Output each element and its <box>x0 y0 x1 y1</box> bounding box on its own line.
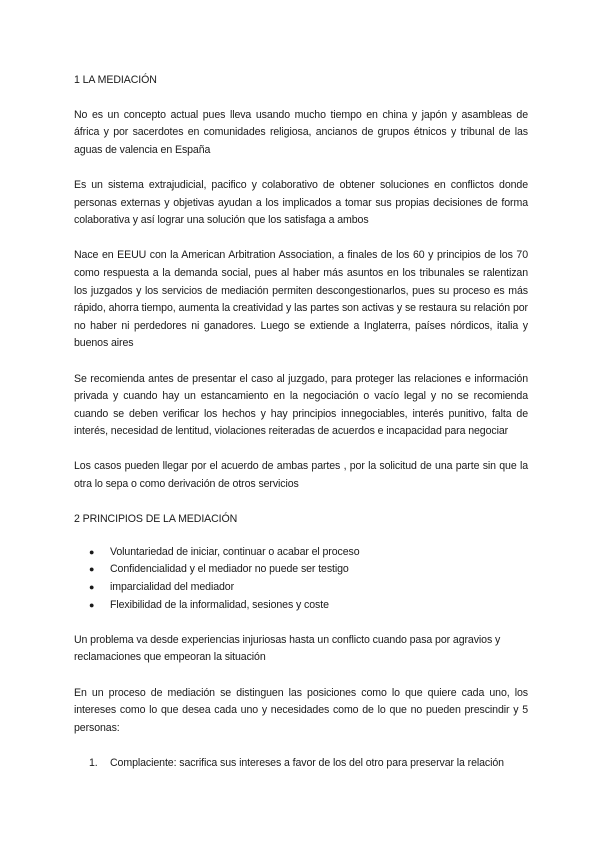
list-item-text: Flexibilidad de la informalidad, sesiones y coste <box>110 598 329 611</box>
list-item <box>74 561 528 579</box>
paragraph-definition: Es un sistema extrajudicial, pacifico y colaborativo de obtener soluciones en conflictos donde personas externas y objetivas ayudan a los implicados a tomar sus propias decisiones de forma colaborativa y así lograr una solución que los satisfaga a ambos <box>74 178 528 227</box>
section-heading-principios: 2 PRINCIPIOS DE LA MEDIACIÓN <box>74 513 238 526</box>
paragraph-case-arrival: Los casos pueden llegar por el acuerdo de ambas partes , por la solicitud de una parte sin que la otra lo sepa o como derivación de otros servicios <box>74 460 528 491</box>
list-item-text: Complaciente: sacrifica sus intereses a favor de los del otro para preservar la relación <box>110 756 504 769</box>
list-item <box>74 597 528 615</box>
list-item-text: Voluntariedad de iniciar, continuar o acabar el proceso <box>110 545 360 558</box>
paragraph-history: Nace en EEUU con la American Arbitration Association, a finales de los 60 y principios de los 70 como respuesta a la demanda social, pues al haber más asuntos en los tribunales se ralentizan los juzgados y los servicios de mediación permiten descongestionarlos, pues su proceso es más rápido, ahorra tiempo, aumenta la creatividad y las partes son activas y se restaura su relación por no haber ni perdedores ni ganadores. Luego se extiende a Inglaterra, países nórdicos, italia y buenos aires <box>74 249 528 350</box>
personality-list <box>74 755 528 773</box>
section-heading-mediacion: 1 LA MEDIACIÓN <box>74 74 157 86</box>
list-item <box>74 755 528 773</box>
list-item-text: imparcialidad del mediador <box>110 581 235 594</box>
bullet-icon: ● <box>89 582 95 593</box>
list-item <box>74 579 528 597</box>
paragraph-origins: No es un concepto actual pues lleva usando mucho tiempo en china y japón y asambleas de áfrica y por sacerdotes en comunidades religiosa, ancianos de grupos étnicos y tribunal de las aguas de valencia en España <box>74 108 528 156</box>
paragraph-problem: Un problema va desde experiencias injuriosas hasta un conflicto cuando pasa por agravios y reclamaciones que empeoran la situación <box>74 633 501 664</box>
document-body <box>74 72 528 773</box>
list-item-text: Confidencialidad y el mediador no puede ser testigo <box>110 563 349 576</box>
bullet-icon: ● <box>89 546 95 557</box>
list-number: 1. <box>89 756 98 769</box>
paragraph-recommendations: Se recomienda antes de presentar el caso al juzgado, para proteger las relaciones e información privada y cuando hay un estancamiento en la negociación o vacío legal y no se recomienda cuando se deben verificar los hechos y hay principios innegociables, interés punitivo, falta de interés, necesidad de lentitud, violaciones reiteradas de acuerdos e incapacidad para negociar <box>74 372 528 438</box>
list-item <box>74 544 528 562</box>
bullet-icon: ● <box>89 564 95 575</box>
principles-list <box>74 544 528 614</box>
bullet-icon: ● <box>89 599 95 610</box>
paragraph-mediation-process: En un proceso de mediación se distinguen las posiciones como lo que quiere cada uno, los intereses como lo que desea cada uno y necesidades como de lo que no pueden prescindir y 5 personas: <box>74 686 528 734</box>
